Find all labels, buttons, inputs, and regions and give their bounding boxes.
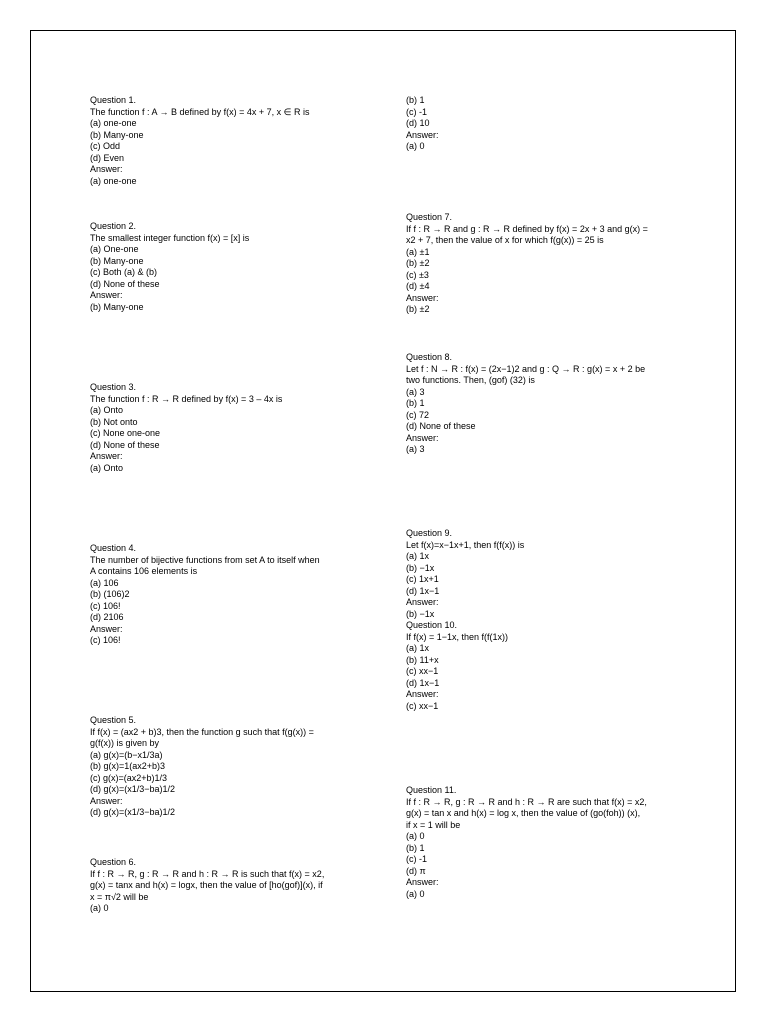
question-block-3 (90, 382, 365, 474)
answer-option: (d) π (406, 865, 426, 876)
answer-option: (b) 1 (406, 398, 425, 408)
answer-option: (a) one-one (90, 118, 137, 128)
question-block-6 (90, 857, 365, 915)
answer-option: (d) None of these (90, 278, 160, 289)
question-heading: Question 5. (90, 715, 137, 725)
answer-option: (a) One-one (90, 244, 139, 254)
question-heading: Question 7. (406, 212, 453, 222)
answer-option: (c) 106! (90, 600, 121, 611)
answer-option: (c) -1 (406, 106, 427, 117)
answer-option: (b) Many-one (90, 255, 144, 266)
answer-option: (d) Even (90, 152, 125, 163)
question-heading: Question 3. (90, 382, 137, 392)
answer-option: (d) ±4 (406, 281, 430, 291)
answer-option: (d) g(x)=(x1/3−ba)1/2 (90, 784, 176, 794)
question-block-5 (90, 715, 365, 819)
question-heading: Question 4. (90, 543, 137, 553)
question-block-4 (90, 543, 365, 647)
answer-option: (a) ±1 (406, 246, 430, 257)
body-text: If f(x) = 1−1x, then f(f(1x)) (406, 631, 509, 642)
answer-option: (c) 1x+1 (406, 574, 439, 584)
answer-option: (c) 106! (90, 635, 121, 645)
question-heading: Question 1. (90, 95, 137, 105)
body-text: If f : R → R, g : R → R and h : R → R are such that f(x) = x2, (406, 796, 647, 807)
answer-option: (b) 1 (406, 95, 425, 105)
body-text: If f : R → R, g : R → R and h : R → R is such that f(x) = x2, (90, 868, 325, 879)
question-heading: Question 2. (90, 221, 137, 231)
question-block-6-continued (406, 95, 681, 153)
body-text: The function f : A → B defined by f(x) = 4x + 7, x ∈ R is (90, 106, 310, 117)
answer-option: (a) 1x (406, 551, 430, 561)
answer-option: (c) Both (a) & (b) (90, 267, 158, 277)
question-block-2 (90, 221, 365, 313)
answer-option: (d) g(x)=(x1/3−ba)1/2 (90, 807, 176, 817)
answer-option: (d) 2106 (90, 612, 124, 622)
answer-option: (c) None one-one (90, 428, 161, 438)
answer-label: Answer: (406, 877, 439, 887)
answer-option: (c) g(x)=(ax2+b)1/3 (90, 772, 168, 783)
answer-option: (a) Onto (90, 462, 124, 473)
question-block-7 (406, 212, 681, 316)
body-text: If f(x) = (ax2 + b)3, then the function g such that f(g(x)) = (90, 726, 314, 737)
answer-option: (b) −1x (406, 608, 435, 619)
body-text: The number of bijective functions from set A to itself when (90, 554, 320, 565)
answer-option: (a) 3 (406, 386, 425, 397)
answer-label: Answer: (406, 129, 439, 140)
answer-label: Answer: (406, 597, 439, 607)
answer-option: (c) ±3 (406, 269, 429, 280)
question-block-11 (406, 785, 681, 900)
answer-option: (b) 1 (406, 842, 425, 853)
answer-option: (c) Odd (90, 141, 121, 151)
answer-option: (b) (106)2 (90, 589, 130, 599)
answer-label: Answer: (90, 795, 123, 806)
answer-label: Answer: (406, 432, 439, 443)
body-text: Let f : N → R : f(x) = (2x−1)2 and g : Q → R : g(x) = x + 2 be (406, 363, 646, 374)
body-text: g(f(x)) is given by (90, 738, 160, 748)
question-block-1 (90, 95, 365, 187)
question-block-8 (406, 352, 681, 456)
question-heading: Question 9. (406, 528, 453, 538)
answer-option: (b) Not onto (90, 416, 138, 427)
answer-option: (c) -1 (406, 854, 427, 864)
answer-option: (d) 1x−1 (406, 585, 440, 596)
answer-label: Answer: (90, 290, 123, 300)
body-text: if x = 1 will be (406, 819, 461, 830)
answer-option: (a) Onto (90, 405, 124, 415)
answer-label: Answer: (90, 451, 123, 461)
answer-option: (c) xx−1 (406, 700, 439, 711)
body-text: If f : R → R and g : R → R defined by f(x) = 2x + 3 and g(x) = (406, 223, 648, 234)
question-heading: Question 11. (406, 785, 457, 795)
answer-option: (a) 0 (90, 903, 109, 913)
answer-option: (d) None of these (90, 439, 160, 450)
answer-option: (a) 0 (406, 831, 425, 841)
body-text: The function f : R → R defined by f(x) = 3 – 4x is (90, 393, 283, 404)
body-text: two functions. Then, (gof) (32) is (406, 375, 535, 385)
answer-option: (b) Many-one (90, 301, 144, 312)
question-block-9-10 (406, 528, 681, 712)
answer-option: (d) 10 (406, 118, 430, 128)
answer-option: (b) Many-one (90, 129, 144, 140)
answer-option: (a) 0 (406, 888, 425, 899)
answer-label: Answer: (90, 623, 123, 634)
answer-option: (b) g(x)=1(ax2+b)3 (90, 761, 166, 771)
question-heading: Question 6. (90, 857, 137, 867)
answer-label: Answer: (90, 164, 123, 174)
question-heading: Question 10. (406, 620, 458, 630)
answer-option: (c) xx−1 (406, 666, 439, 676)
answer-option: (a) 1x (406, 643, 430, 653)
question-heading: Question 8. (406, 352, 453, 362)
body-text: A contains 106 elements is (90, 566, 198, 576)
answer-option: (b) ±2 (406, 304, 430, 314)
answer-option: (b) −1x (406, 562, 435, 573)
answer-label: Answer: (406, 689, 439, 699)
answer-option: (c) 72 (406, 409, 430, 420)
body-text: The smallest integer function f(x) = [x] is (90, 232, 250, 243)
answer-option: (a) 0 (406, 141, 425, 151)
answer-option: (a) g(x)=(b−x1/3a) (90, 749, 163, 760)
answer-option: (b) ±2 (406, 258, 430, 268)
body-text: x2 + 7, then the value of x for which f(g(x)) = 25 is (406, 235, 604, 245)
answer-option: (a) 3 (406, 444, 425, 454)
answer-option: (d) 1x−1 (406, 677, 440, 688)
answer-label: Answer: (406, 292, 439, 303)
answer-option: (a) 106 (90, 577, 119, 588)
body-text: g(x) = tan x and h(x) = log x, then the value of (go(foh)) (x), (406, 808, 641, 818)
answer-option: (d) None of these (406, 421, 476, 431)
body-text: x = π√2 will be (90, 891, 149, 902)
body-text: g(x) = tanx and h(x) = logx, then the value of [ho(gof)](x), if (90, 880, 323, 890)
answer-option: (a) one-one (90, 175, 137, 186)
answer-option: (b) 11+x (406, 654, 439, 665)
body-text: Let f(x)=x−1x+1, then f(f(x)) is (406, 539, 525, 550)
